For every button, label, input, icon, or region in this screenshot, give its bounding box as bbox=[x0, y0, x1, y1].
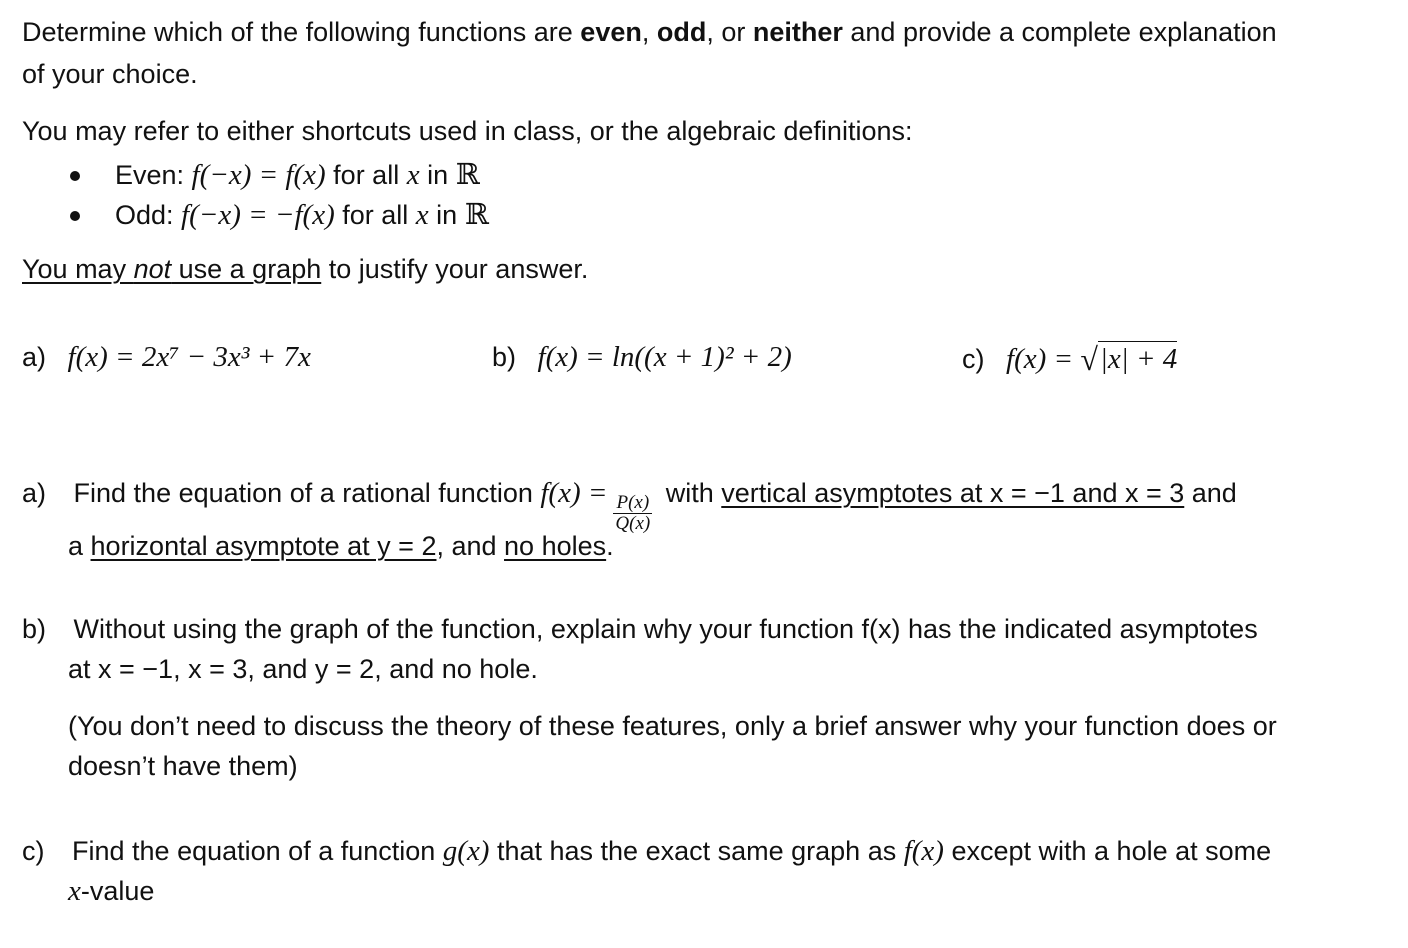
in-text: in bbox=[419, 160, 456, 190]
bullet-even bbox=[68, 158, 480, 193]
in-text: in bbox=[428, 200, 465, 230]
part-c-text: -value bbox=[80, 876, 155, 906]
note-underlined: You may bbox=[22, 254, 134, 284]
neither-term: neither bbox=[752, 17, 843, 47]
intro-line-1 bbox=[22, 16, 1277, 48]
period: . bbox=[606, 531, 614, 561]
x-var: x bbox=[415, 199, 429, 231]
part-a-text: a bbox=[68, 531, 91, 561]
function-a bbox=[22, 340, 311, 375]
intro-sep: , or bbox=[706, 17, 753, 47]
part-c-line-1 bbox=[22, 834, 1271, 869]
function-a-expr: f(x) = 2x⁷ − 3x³ + 7x bbox=[67, 341, 311, 373]
bullet-odd bbox=[68, 198, 489, 233]
fraction-denominator: Q(x) bbox=[615, 512, 651, 534]
part-b-label: b) bbox=[22, 614, 47, 644]
bullet-dot bbox=[70, 171, 80, 181]
part-c-label: c) bbox=[22, 836, 45, 866]
graph-note bbox=[22, 253, 588, 285]
g-of-x: g(x) bbox=[442, 835, 490, 867]
f-of-x: f(x) = bbox=[540, 477, 608, 509]
radical-sign: √ bbox=[1080, 341, 1098, 377]
function-b-label: b) bbox=[492, 342, 517, 372]
no-holes-text: no holes bbox=[504, 531, 607, 561]
even-label: Even: bbox=[115, 160, 192, 190]
x-var: x bbox=[406, 159, 420, 191]
part-b-line-4: doesn’t have them) bbox=[68, 751, 298, 781]
bullet-dot bbox=[70, 211, 80, 221]
function-b bbox=[492, 340, 792, 375]
with-text: with bbox=[658, 478, 722, 508]
even-term: even bbox=[580, 17, 642, 47]
part-a-text: Find the equation of a rational function bbox=[73, 478, 541, 508]
note-underlined: use a graph bbox=[171, 254, 322, 284]
fraction-numerator: P(x) bbox=[616, 492, 650, 513]
for-all-text: for all bbox=[325, 160, 407, 190]
function-a-label: a) bbox=[22, 342, 47, 372]
function-c bbox=[962, 340, 1177, 378]
part-c-line-2 bbox=[68, 874, 154, 909]
function-c-label: c) bbox=[962, 344, 985, 374]
x-var: x bbox=[68, 875, 81, 907]
vertical-asymptotes-text: vertical asymptotes at x = −1 and x = 3 bbox=[721, 478, 1185, 508]
fraction-p-over-q bbox=[613, 493, 652, 534]
horizontal-asymptote-text: horizontal asymptote at y = 2 bbox=[90, 531, 437, 561]
function-b-expr: f(x) = ln((x + 1)² + 2) bbox=[537, 341, 792, 373]
part-c-text: Find the equation of a function bbox=[72, 836, 443, 866]
part-b-text: Without using the graph of the function, explain why your function f(x) has the indicated asymptotes bbox=[73, 614, 1258, 644]
function-c-lhs: f(x) = bbox=[1006, 343, 1081, 375]
odd-term: odd bbox=[656, 17, 707, 47]
refer-text: You may refer to either shortcuts used in class, or the algebraic definitions: bbox=[22, 116, 913, 146]
part-a-label: a) bbox=[22, 478, 47, 508]
odd-label: Odd: bbox=[115, 200, 182, 230]
note-not: not bbox=[133, 254, 172, 284]
odd-definition: f(−x) = −f(x) bbox=[181, 199, 335, 231]
intro-text: Determine which of the following functions are bbox=[22, 17, 581, 47]
part-c-text: that has the exact same graph as bbox=[489, 836, 904, 866]
radicand: |x| + 4 bbox=[1099, 343, 1178, 375]
part-a-text: , and bbox=[436, 531, 505, 561]
and-text: and bbox=[1184, 478, 1237, 508]
part-b-line-2: at x = −1, x = 3, and y = 2, and no hole. bbox=[68, 654, 538, 684]
part-a-line-2 bbox=[68, 530, 614, 562]
for-all-text: for all bbox=[334, 200, 416, 230]
f-of-x: f(x) bbox=[903, 835, 944, 867]
even-definition: f(−x) = f(x) bbox=[191, 159, 326, 191]
note-rest: to justify your answer. bbox=[321, 254, 589, 284]
part-a-line-1 bbox=[22, 476, 1237, 534]
sqrt-expression bbox=[1080, 340, 1177, 378]
intro-line-2: of your choice. bbox=[22, 59, 198, 89]
part-c-text: except with a hole at some bbox=[943, 836, 1272, 866]
intro-sep: , bbox=[641, 17, 657, 47]
intro-text: and provide a complete explanation bbox=[842, 17, 1277, 47]
part-b-line-3: (You don’t need to discuss the theory of these features, only a brief answer why your function does or bbox=[68, 711, 1277, 741]
reals-symbol: ℝ bbox=[464, 199, 489, 231]
reals-symbol: ℝ bbox=[455, 159, 480, 191]
part-b-line-1 bbox=[22, 613, 1258, 645]
